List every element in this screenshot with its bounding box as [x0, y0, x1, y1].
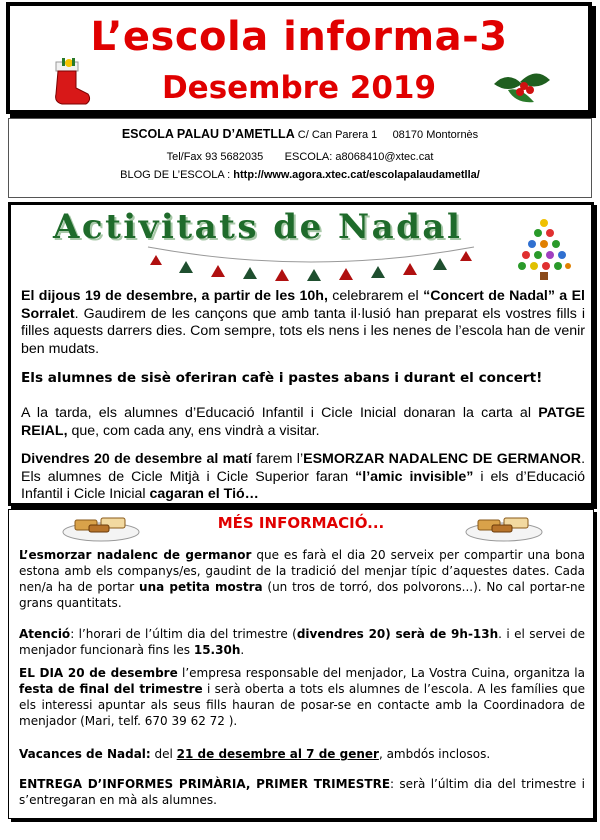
- school-info: [8, 118, 592, 198]
- blog-link[interactable]: http://www.agora.xtec.cat/escolapalaudametlla/: [233, 169, 480, 181]
- horari-paragraph: Atenció: l’horari de l’últim dia del trimestre (divendres 20) serà de 9h-13h. i el servei de menjador funcionarà fins les 15.30h.: [19, 627, 585, 657]
- christmas-tree-icon: [516, 217, 572, 281]
- garland-icon: [146, 243, 476, 287]
- info-section: [8, 509, 594, 819]
- concert-paragraph: El dijous 19 de desembre, a partir de les 10h, celebrarem el “Concert de Nadal” a El Sorralet. Gaudirem de les cançons que amb tanta il·lusió han preparat els vostres fills i filles aquests darrers dies. Com sempre, tots els nens i les nenes de l’escola han de venir ben mudats.: [21, 288, 585, 357]
- vacances-paragraph: Vacances de Nadal: del 21 de desembre al 7 de gener, ambdós inclosos.: [19, 747, 491, 761]
- page-title: L’escola informa-3: [90, 14, 508, 60]
- christmas-stocking-icon: [48, 58, 94, 110]
- header-banner: [6, 2, 592, 114]
- school-email[interactable]: ESCOLA: a8068410@xtec.cat: [284, 151, 434, 163]
- school-address: C/ Can Parera 1: [297, 129, 378, 141]
- section-title: Activitats de Nadal: [53, 207, 463, 247]
- holly-icon: [490, 64, 552, 108]
- germanor-paragraph: L’esmorzar nadalenc de germanor que es farà el dia 20 serveix per compartir una bona estona amb els companys/es, gaudint de la tradició del menjar típic d’aquestes dates. Cada nen/a ha de portar una petita mostra (un tros de torró, dos polvorons...). No cal portar-ne grans quantitats.: [19, 548, 586, 610]
- cafe-paragraph: Els alumnes de sisè oferiran cafè i pastes abans i durant el concert!: [21, 370, 543, 386]
- info-title: MÉS INFORMACIÓ...: [217, 514, 385, 532]
- menjador-paragraph: EL DIA 20 de desembre l’empresa responsable del menjador, La Vostra Cuina, organitza la festa de final del trimestre i serà oberta a tots els alumnes de l’escola. A les famílies que els interessi apuntar als seus fills hauran de posar-se en contacte amb la Coordinadora de menjador (Mari, telf. 670 39 62 72 ).: [19, 666, 585, 728]
- blog-label: BLOG DE L’ESCOLA :: [120, 169, 231, 181]
- pastries-plate-icon: [61, 512, 141, 542]
- esmorzar-paragraph: Divendres 20 de desembre al matí farem l’ESMORZAR NADALENC DE GERMANOR. Els alumnes de Cicle Mitjà i Cicle Superior faran “l’amic invisible” i els d’Educació Infantil i Cicle Inicial cagaran el Tió…: [21, 451, 586, 502]
- pastries-plate-icon: [464, 512, 544, 542]
- patge-paragraph: A la tarda, els alumnes d’Educació Infantil i Cicle Inicial donaran la carta al PATGE REIAL, que, com cada any, ens vindrà a visitar.: [21, 405, 585, 439]
- school-phone: Tel/Fax 93 5682035: [166, 151, 264, 163]
- school-name: ESCOLA PALAU D’AMETLLA: [121, 127, 295, 141]
- school-postcode: 08170 Montornès: [392, 129, 479, 141]
- informes-paragraph: ENTREGA D’INFORMES PRIMÀRIA, PRIMER TRIMESTRE: serà l’últim dia del trimestre i s’entregaran en mà als alumnes.: [19, 777, 585, 807]
- activitats-section: [8, 202, 594, 506]
- page-subtitle: Desembre 2019: [161, 70, 437, 106]
